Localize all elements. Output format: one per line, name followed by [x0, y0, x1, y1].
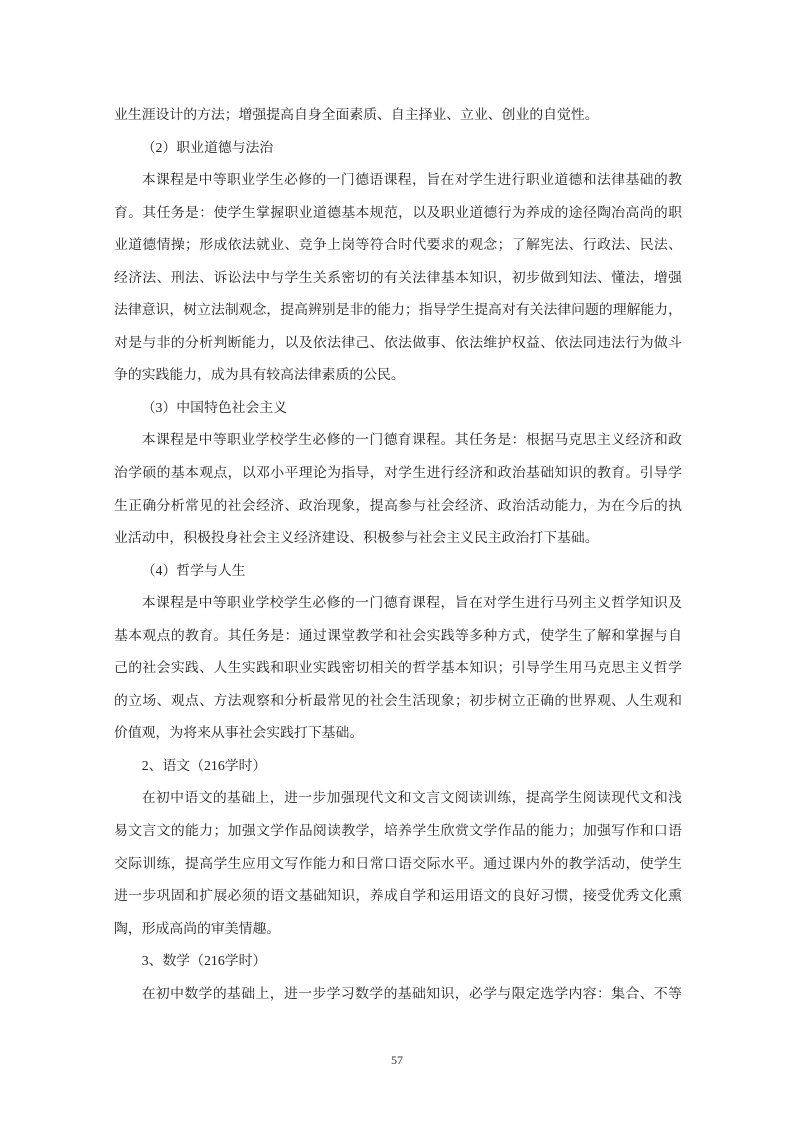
text-line: 本课程是中等职业学校学生必修的一门德育课程。其任务是：根据马克思主义经济和政 — [141, 432, 682, 448]
section-heading — [114, 750, 682, 783]
document-content — [114, 99, 682, 1010]
text-line: （2）职业道德与法治 — [141, 139, 274, 155]
text-line: 业道德情操；形成依法就业、竞争上岗等符合时代要求的观念；了解宪法、行政法、民法、 — [114, 237, 682, 253]
body-paragraph — [114, 587, 682, 750]
text-line: 价值观，为将来从事社会实践打下基础。 — [114, 725, 364, 741]
page-number: 57 — [391, 1053, 403, 1067]
section-heading — [114, 555, 682, 588]
text-line: 己的社会实践、人生实践和职业实践密切相关的哲学基本知识；引导学生用马克思主义哲学 — [114, 660, 682, 676]
text-line: 本课程是中等职业学生必修的一门德语课程，旨在对学生进行职业道德和法律基础的教 — [141, 172, 682, 188]
text-line: 在初中数学的基础上，进一步学习数学的基础知识，必学与限定选学内容：集合、不等 — [141, 985, 682, 1001]
text-line: 育。其任务是：使学生掌握职业道德基本规范，以及职业道德行为养成的途径陶冶高尚的职 — [114, 204, 682, 220]
text-line: 的立场、观点、方法观察和分析最常见的社会生活现象；初步树立正确的世界观、人生观和 — [114, 692, 682, 708]
text-line: 业活动中，积极投身社会主义经济建设、积极参与社会主义民主政治打下基础。 — [114, 530, 599, 546]
text-line: （4）哲学与人生 — [141, 562, 246, 578]
text-line: 业生涯设计的方法；增强提高自身全面素质、自主择业、立业、创业的自觉性。 — [114, 107, 599, 122]
page-footer — [0, 1052, 794, 1068]
text-line: 2、语文（216学时） — [141, 757, 267, 773]
text-line: 争的实践能力，成为具有较高法律素质的公民。 — [114, 367, 405, 383]
section-heading — [114, 945, 682, 978]
body-paragraph — [114, 99, 682, 132]
body-paragraph — [114, 424, 682, 554]
text-line: 在初中语文的基础上，进一步加强现代文和文言文阅读训练，提高学生阅读现代文和浅 — [141, 790, 682, 806]
text-line: 本课程是中等职业学校学生必修的一门德育课程，旨在对学生进行马列主义哲学知识及 — [141, 595, 682, 611]
section-heading — [114, 392, 682, 425]
text-line: 经济法、刑法、诉讼法中与学生关系密切的有关法律基本知识，初步做到知法、懂法，增强 — [114, 269, 682, 285]
body-paragraph — [114, 978, 682, 1011]
body-paragraph — [114, 164, 682, 392]
text-line: 3、数学（216学时） — [141, 953, 267, 969]
text-line: （3）中国特色社会主义 — [141, 399, 288, 415]
text-line: 生正确分析常见的社会经济、政治现象，提高参与社会经济、政治活动能力，为在今后的执 — [114, 497, 682, 513]
text-line: 陶，形成高尚的审美情趣。 — [114, 920, 281, 936]
text-line: 交际训练，提高学生应用文写作能力和日常口语交际水平。通过课内外的教学活动，使学生 — [114, 855, 682, 871]
text-line: 法律意识，树立法制观念，提高辨别是非的能力；指导学生提高对有关法律问题的理解能力， — [114, 302, 682, 318]
section-heading — [114, 132, 682, 165]
text-line: 治学硕的基本观点，以邓小平理论为指导，对学生进行经济和政治基础知识的教育。引导学 — [114, 465, 682, 481]
text-line: 进一步巩固和扩展必须的语文基础知识，养成自学和运用语文的良好习惯，接受优秀文化熏 — [114, 888, 682, 904]
text-line: 对是与非的分析判断能力，以及依法律己、依法做事、依法维护权益、依法同违法行为做斗 — [114, 334, 682, 350]
body-paragraph — [114, 782, 682, 945]
text-line: 易文言文的能力；加强文学作品阅读教学，培养学生欣赏文学作品的能力；加强写作和口语 — [114, 823, 682, 839]
text-line: 基本观点的教育。其任务是：通过课堂教学和社会实践等多种方式，使学生了解和掌握与自 — [114, 627, 682, 643]
